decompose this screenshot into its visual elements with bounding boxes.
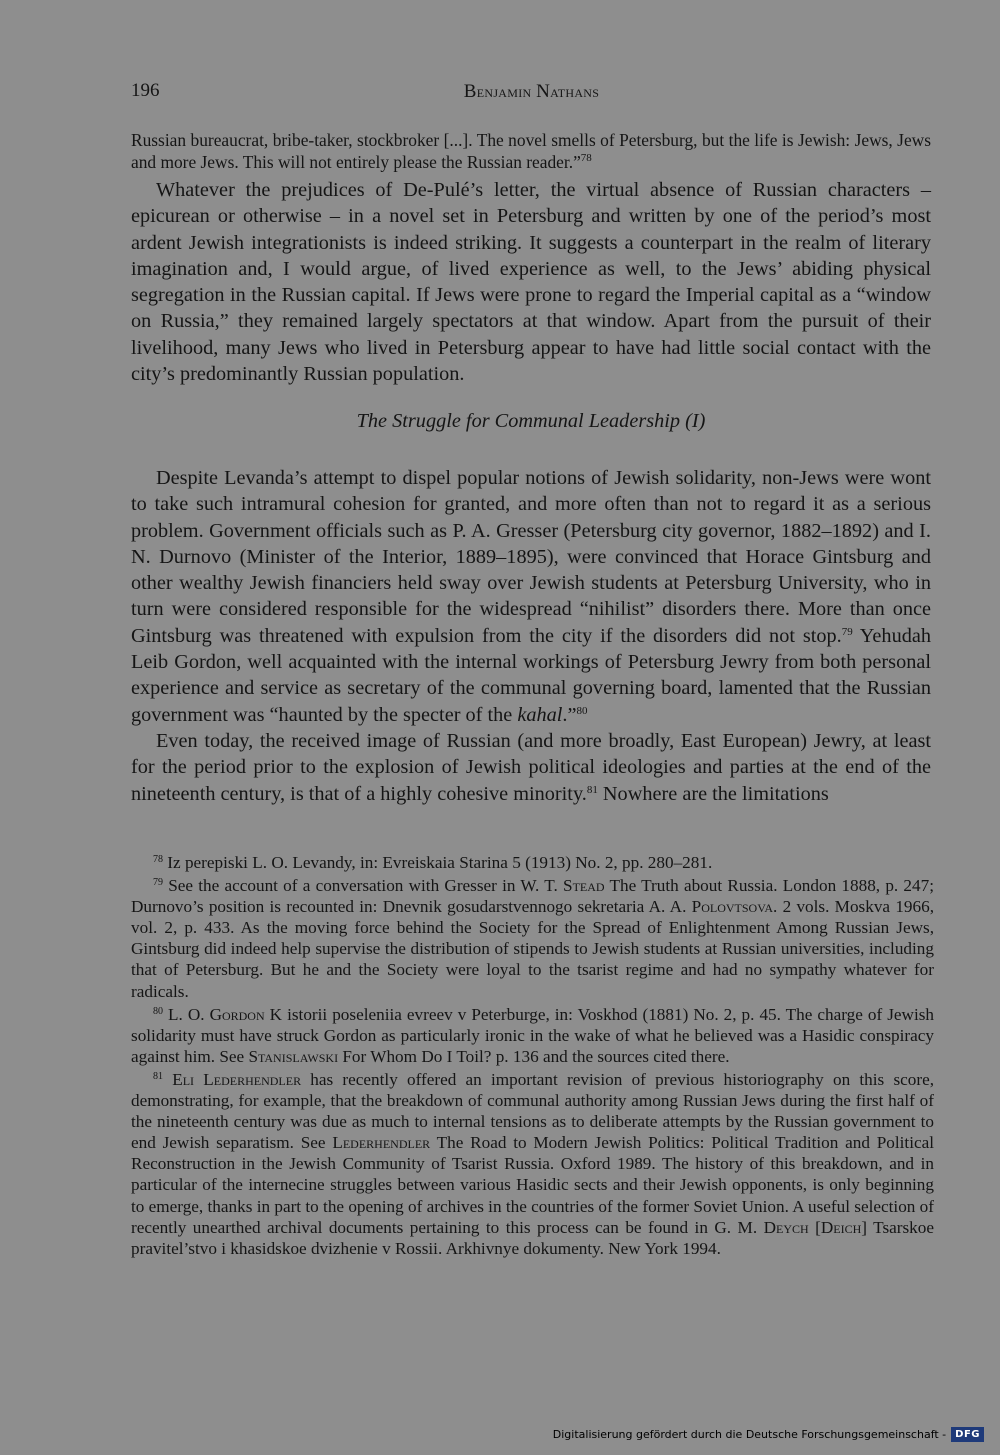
body-paragraphs-2-3 [131, 465, 931, 807]
footnote-ref-79: 79 [841, 625, 853, 638]
page-number: 196 [131, 80, 160, 101]
section-heading: The Struggle for Communal Leadership (I) [356, 410, 706, 432]
footnote-ref-81: 81 [586, 783, 598, 796]
quote-continuation: Russian bureaucrat, bribe-taker, stockbroker [...]. The novel smells of Petersburg, but the life is Jewish: Jews, Jews and more Jews. This will not entirely please the Russian reader.”$^{78}$ [131, 130, 931, 172]
running-head: Benjamin Nathans [463, 81, 600, 102]
footnotes [131, 852, 934, 1259]
body-paragraph-3: Even today, the received image of Russian (and more broadly, East European) Jewry, at least for the period prior to the explosion of Jewish political ideologies and parties at the end of the nineteenth century, is that of a highly cohesive minority.$^{81}$ Nowhere are the limitations [131, 729, 931, 805]
footnote-81: $^{81}$ Eli Lederhendler has recently offered an important revision of previous historiography on this score, demonstrating, for example, that the breakdown of communal authority among Russian Jews during the first half of the nineteenth century was due as much to internal tensions as to deliberate attempts by the Russian government to end Jewish separatism. See Lederhendler The Road to Modern Jewish Politics: Political Tradition and Political Reconstruction in the Jewish Community of Tsarist Russia. Oxford 1989. The history of this breakdown, and in particular of the internecine struggles between various Hasidic sects and their Jewish opponents, is only beginning to emerge, thanks in part to the opening of archives in the countries of the former Soviet Union. A useful selection of recently unearthed archival documents pertaining to this process can be found in G. M. Deych [Deich] Tsarskoe pravitel’stvo i khasidskoe dvizhenie v Rossii. Arkhivnye dokumenty. New York 1994. [131, 1069, 935, 1258]
digitization-footer [553, 1421, 984, 1447]
footnote-79: $^{79}$ See the account of a conversation with Gresser in W. T. Stead The Truth about Russia. London 1888, p. 247; Durnovo’s position is recounted in: Dnevnik gosudarstvennogo sekretaria A. A. Polovtsova. 2 vols. Moskva 1966, vol. 2, p. 433. As the moving force behind the Society for the Spread of Enlightenment Among Russian Jews, Gintsburg did indeed help supervise the distribution of stipends to Jewish students at Russian universities, including that of Petersburg. But he and the Society were loyal to the tsarist regime and had no sympathy whatever for radicals. [131, 876, 934, 1001]
footer-credit-text: Digitalisierung gefördert durch die Deutsche Forschungsgemeinschaft - [552, 1427, 947, 1441]
footnote-ref-80: 80 [576, 704, 588, 717]
footnote-80: $^{80}$ L. O. Gordon K istorii poseleniia evreev v Peterburge, in: Voskhod (1881) No. 2, p. 45. The charge of Jewish solidarity must have struck Gordon as particularly ironic in the wake of what he believed was a Hasidic conspiracy against him. See Stanislawski For Whom Do I Toil? p. 136 and the sources cited there. [131, 1004, 934, 1066]
body-paragraph-1: Whatever the prejudices of De-Pulé’s letter, the virtual absence of Russian characters – epicurean or otherwise – in a novel set in Petersburg and written by one of the period’s most ardent Jewish integrationists is indeed striking. It suggests a counterpart in the realm of literary imagination and, I would argue, of lived experience as well, to the Jews’ abiding physical segregation in the Russian capital. If Jews were prone to regard the Imperial capital as a “window on Russia,” they remained largely spectators at that window. Apart from the pursuit of their livelihood, many Jews who lived in Petersburg appear to have had little social contact with the city’s predominantly Russian population. [131, 179, 931, 386]
dfg-logo: DFG [951, 1427, 984, 1442]
page-header [131, 80, 932, 104]
body-paragraph-2: Despite Levanda’s attempt to dispel popular notions of Jewish solidarity, non-Jews were wont to take such intramural cohesion for granted, and more often than not to regard it as a serious problem. Government officials such as P. A. Gresser (Petersburg city governor, 1882–1892) and I. N. Durnovo (Minister of the Interior, 1889–1895), were convinced that Horace Gintsburg and other wealthy Jewish financiers held sway over Jewish students at Petersburg University, who in turn were considered responsible for the widespread “nihilist” disorders there. More than once Gintsburg was threatened with expulsion from the city if the disorders did not stop.$^{79}$ Yehudah Leib Gordon, well acquainted with the internal workings of Petersburg Jewry from both personal experience and service as secretary of the communal governing board, lamented that the Russian government was “haunted by the specter of the kahal.”$^{80}$ [131, 467, 931, 726]
footnote-78: $^{78}$ Iz perepiski L. O. Levandy, in: Evreiskaia Starina 5 (1913) No. 2, pp. 280–281. [153, 853, 713, 872]
footnote-ref-78: 78 [580, 151, 592, 164]
